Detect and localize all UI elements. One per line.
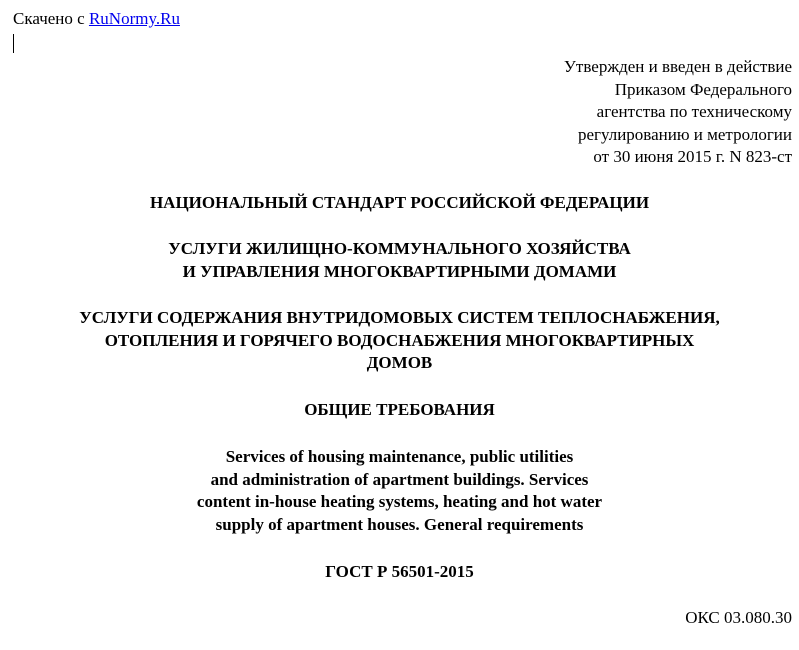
content-title-line: ДОМОВ — [366, 353, 433, 372]
general-requirements-text: ОБЩИЕ ТРЕБОВАНИЯ — [304, 400, 495, 419]
services-title-line: УСЛУГИ ЖИЛИЩНО-КОММУНАЛЬНОГО ХОЗЯЙСТВА — [168, 239, 631, 258]
approval-line: от 30 июня 2015 г. N 823-ст — [593, 147, 792, 166]
english-title-line: and administration of apartment buildings. Services — [210, 469, 589, 489]
services-title — [0, 238, 799, 283]
content-title — [0, 307, 799, 375]
source-line — [13, 9, 180, 29]
gost-number-heading — [0, 561, 799, 584]
english-title-line: Services of housing maintenance, public utilities — [225, 447, 574, 466]
approval-line: регулированию и метрологии — [577, 124, 792, 144]
english-title-line: supply of apartment houses. General requirements — [215, 514, 584, 534]
general-requirements-heading — [0, 399, 799, 422]
english-title-line: content in-house heating systems, heating and hot water — [196, 492, 603, 511]
approval-line: агентства по техническому — [596, 102, 792, 121]
oks-code: ОКС 03.080.30 — [685, 608, 792, 627]
english-title — [0, 446, 799, 536]
source-link[interactable]: RuNormy.Ru — [88, 9, 180, 28]
source-prefix: Скачено с — [13, 9, 89, 28]
approval-line: Утвержден и введен в действие — [563, 57, 792, 76]
content-title-line: УСЛУГИ СОДЕРЖАНИЯ ВНУТРИДОМОВЫХ СИСТЕМ ТЕПЛОСНАБЖЕНИЯ, — [79, 308, 720, 327]
content-title-line: ОТОПЛЕНИЯ И ГОРЯЧЕГО ВОДОСНАБЖЕНИЯ МНОГОКВАРТИРНЫХ — [104, 330, 695, 350]
services-title-line: И УПРАВЛЕНИЯ МНОГОКВАРТИРНЫМИ ДОМАМИ — [182, 261, 617, 281]
gost-number-text: ГОСТ Р 56501-2015 — [325, 562, 474, 581]
text-cursor — [13, 34, 14, 53]
national-standard-heading — [0, 192, 799, 215]
approval-line: Приказом Федерального — [614, 79, 792, 99]
approval-block — [564, 56, 792, 169]
national-standard-text: НАЦИОНАЛЬНЫЙ СТАНДАРТ РОССИЙСКОЙ ФЕДЕРАЦИИ — [149, 193, 650, 212]
